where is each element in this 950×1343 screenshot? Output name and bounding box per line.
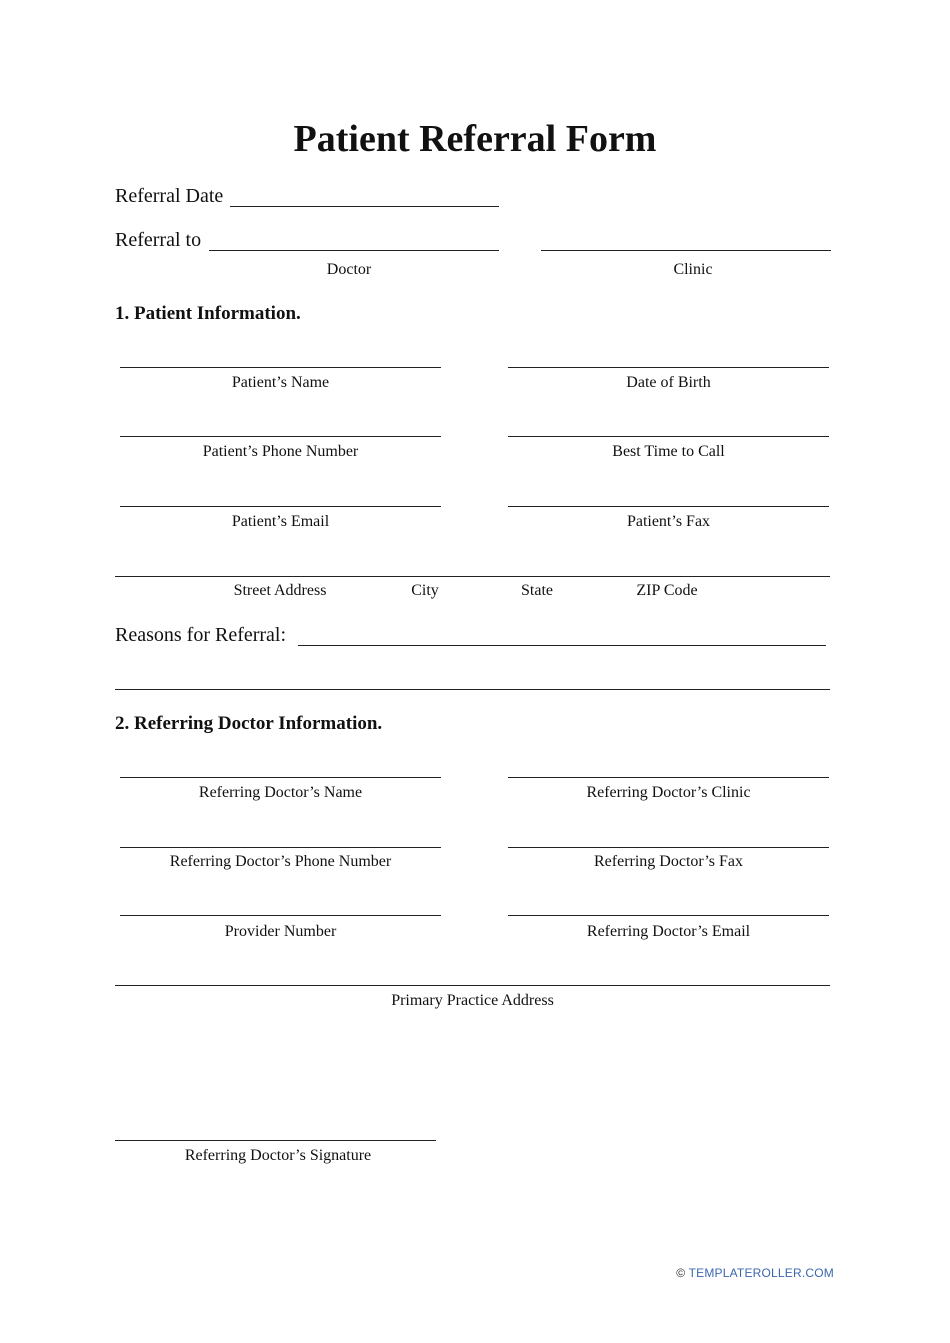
signature-caption: Referring Doctor’s Signature (184, 1147, 372, 1164)
provider-number-caption: Provider Number (224, 923, 337, 940)
clinic-caption: Clinic (673, 261, 713, 278)
patient-info-heading: 1. Patient Information. (115, 303, 301, 324)
reasons-field-line-1[interactable] (298, 645, 826, 646)
ref-doctor-email-caption: Referring Doctor’s Email (586, 923, 751, 940)
patient-fax-caption: Patient’s Fax (626, 513, 711, 530)
signature-field[interactable] (115, 1140, 436, 1141)
zip-code-caption: ZIP Code (636, 582, 698, 599)
practice-address-caption: Primary Practice Address (391, 992, 554, 1009)
patient-phone-caption: Patient’s Phone Number (202, 443, 359, 460)
referring-doctor-heading: 2. Referring Doctor Information. (115, 713, 383, 734)
patient-address-field[interactable] (115, 576, 830, 577)
doctor-caption: Doctor (326, 261, 372, 278)
footer-credit[interactable] (676, 1266, 834, 1280)
patient-phone-field[interactable] (120, 436, 441, 437)
reasons-field-line-2[interactable] (115, 689, 830, 690)
ref-doctor-clinic-field[interactable] (508, 777, 829, 778)
provider-number-field[interactable] (120, 915, 441, 916)
patient-name-caption: Patient’s Name (231, 374, 330, 391)
patient-name-field[interactable] (120, 367, 441, 368)
city-caption: City (411, 582, 439, 599)
ref-doctor-phone-field[interactable] (120, 847, 441, 848)
ref-doctor-fax-field[interactable] (508, 847, 829, 848)
page-title: Patient Referral Form (293, 118, 657, 160)
patient-dob-field[interactable] (508, 367, 829, 368)
ref-doctor-fax-caption: Referring Doctor’s Fax (594, 853, 743, 870)
practice-address-field[interactable] (115, 985, 830, 986)
referral-doctor-field[interactable] (209, 250, 499, 251)
reasons-label: Reasons for Referral: (115, 624, 287, 646)
patient-fax-field[interactable] (508, 506, 829, 507)
referral-date-label: Referral Date (115, 185, 224, 207)
best-time-field[interactable] (508, 436, 829, 437)
copyright-symbol: © (676, 1266, 686, 1280)
referral-to-label: Referral to (115, 229, 202, 251)
state-caption: State (521, 582, 553, 599)
street-address-caption: Street Address (233, 582, 327, 599)
footer-site-link[interactable]: TEMPLATEROLLER.COM (688, 1266, 834, 1280)
ref-doctor-name-field[interactable] (120, 777, 441, 778)
referral-clinic-field[interactable] (541, 250, 831, 251)
best-time-caption: Best Time to Call (612, 443, 725, 460)
ref-doctor-phone-caption: Referring Doctor’s Phone Number (169, 853, 392, 870)
patient-dob-caption: Date of Birth (626, 374, 711, 391)
ref-doctor-clinic-caption: Referring Doctor’s Clinic (586, 784, 751, 801)
ref-doctor-email-field[interactable] (508, 915, 829, 916)
ref-doctor-name-caption: Referring Doctor’s Name (198, 784, 363, 801)
patient-email-field[interactable] (120, 506, 441, 507)
referral-date-field[interactable] (230, 206, 499, 207)
patient-email-caption: Patient’s Email (231, 513, 330, 530)
